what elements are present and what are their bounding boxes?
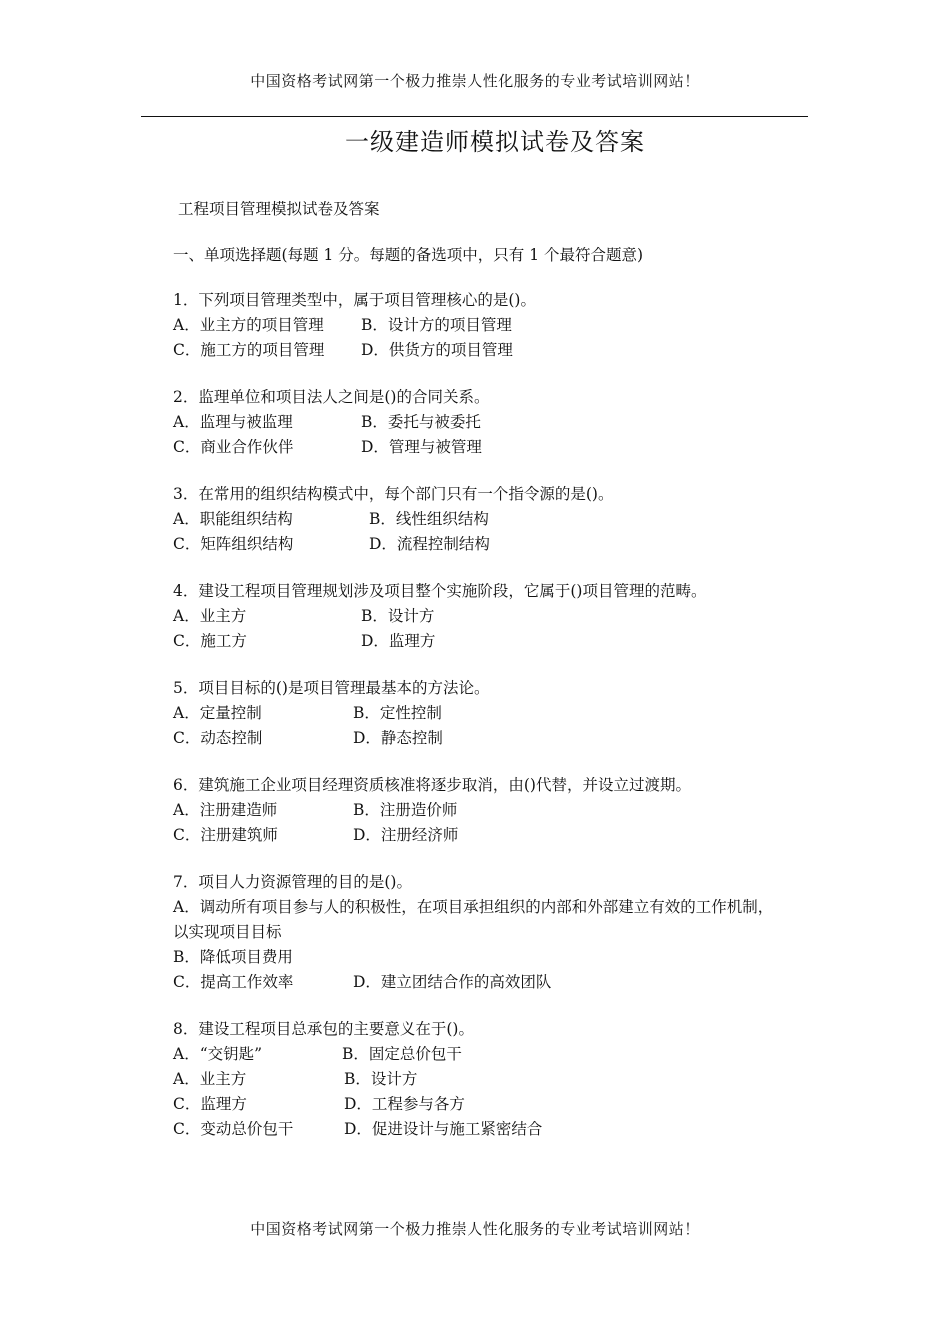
option-a: A．注册建造师 — [173, 801, 278, 819]
option-d: D．管理与被管理 — [361, 438, 482, 456]
option-b: B．固定总价包干 — [342, 1045, 462, 1063]
option-a: A．职能组织结构 — [173, 510, 293, 528]
question-4 — [173, 579, 706, 654]
option-d: D．促进设计与施工紧密结合 — [344, 1120, 543, 1138]
question-5 — [173, 676, 489, 751]
option-c: C．商业合作伙伴 — [173, 438, 294, 456]
option-a: A．业主方 — [173, 1070, 247, 1088]
question-stem: 1．下列项目管理类型中，属于项目管理核心的是()。 — [173, 291, 536, 309]
document-subtitle: 工程项目管理模拟试卷及答案 — [178, 200, 380, 218]
option-c: C．动态控制 — [173, 729, 263, 747]
option-a: A．调动所有项目参与人的积极性，在项目承担组织的内部和外部建立有效的工作机制，以实现项目目标 — [173, 898, 774, 941]
option-a: A．“交钥匙” — [173, 1045, 263, 1063]
option-a: A．监理与被监理 — [173, 413, 293, 431]
page-header: 中国资格考试网第一个极力推崇人性化服务的专业考试培训网站！ — [250, 72, 700, 90]
option-d: D．静态控制 — [353, 729, 443, 747]
option-c: C．变动总价包干 — [173, 1120, 294, 1138]
option-c: C．注册建筑师 — [173, 826, 278, 844]
question-stem: 5．项目目标的()是项目管理最基本的方法论。 — [173, 679, 490, 697]
option-d: D．建立团结合作的高效团队 — [353, 973, 552, 991]
option-b: B．委托与被委托 — [361, 413, 481, 431]
option-c: C．提高工作效率 — [173, 973, 294, 991]
header-divider — [141, 116, 808, 117]
option-d: D．供货方的项目管理 — [361, 341, 513, 359]
question-stem: 4．建设工程项目管理规划涉及项目整个实施阶段，它属于()项目管理的范畴。 — [173, 582, 707, 600]
question-7 — [173, 870, 783, 995]
option-d: D．注册经济师 — [353, 826, 459, 844]
question-3 — [173, 482, 613, 557]
option-a: A．定量控制 — [173, 704, 262, 722]
question-8 — [173, 1017, 543, 1142]
question-stem: 8．建设工程项目总承包的主要意义在于()。 — [173, 1020, 474, 1038]
page-footer: 中国资格考试网第一个极力推崇人性化服务的专业考试培训网站！ — [250, 1220, 700, 1238]
document-title: 一级建造师模拟试卷及答案 — [345, 128, 645, 156]
option-c: C．施工方 — [173, 632, 247, 650]
option-b: B．线性组织结构 — [369, 510, 489, 528]
option-d: D．工程参与各方 — [344, 1095, 465, 1113]
option-d: D．监理方 — [361, 632, 436, 650]
option-c: C．监理方 — [173, 1095, 247, 1113]
option-b: B．降低项目费用 — [173, 948, 293, 966]
question-stem: 6．建筑施工企业项目经理资质核准将逐步取消，由()代替，并设立过渡期。 — [173, 776, 691, 794]
question-6 — [173, 773, 691, 848]
option-d: D．流程控制结构 — [369, 535, 490, 553]
question-1 — [173, 288, 536, 363]
option-b: B．定性控制 — [353, 704, 442, 722]
question-2 — [173, 385, 489, 460]
question-stem: 7．项目人力资源管理的目的是()。 — [173, 873, 412, 891]
section-heading: 一、单项选择题(每题 1 分。每题的备选项中，只有 1 个最符合题意) — [173, 246, 644, 264]
option-b: B．设计方 — [361, 607, 435, 625]
option-a: A．业主方的项目管理 — [173, 316, 324, 334]
option-b: B．设计方 — [344, 1070, 418, 1088]
question-stem: 2．监理单位和项目法人之间是()的合同关系。 — [173, 388, 490, 406]
question-stem: 3．在常用的组织结构模式中，每个部门只有一个指令源的是()。 — [173, 485, 614, 503]
option-b: B．注册造价师 — [353, 801, 458, 819]
option-b: B．设计方的项目管理 — [361, 316, 512, 334]
option-c: C．矩阵组织结构 — [173, 535, 294, 553]
option-c: C．施工方的项目管理 — [173, 341, 325, 359]
option-a: A．业主方 — [173, 607, 247, 625]
